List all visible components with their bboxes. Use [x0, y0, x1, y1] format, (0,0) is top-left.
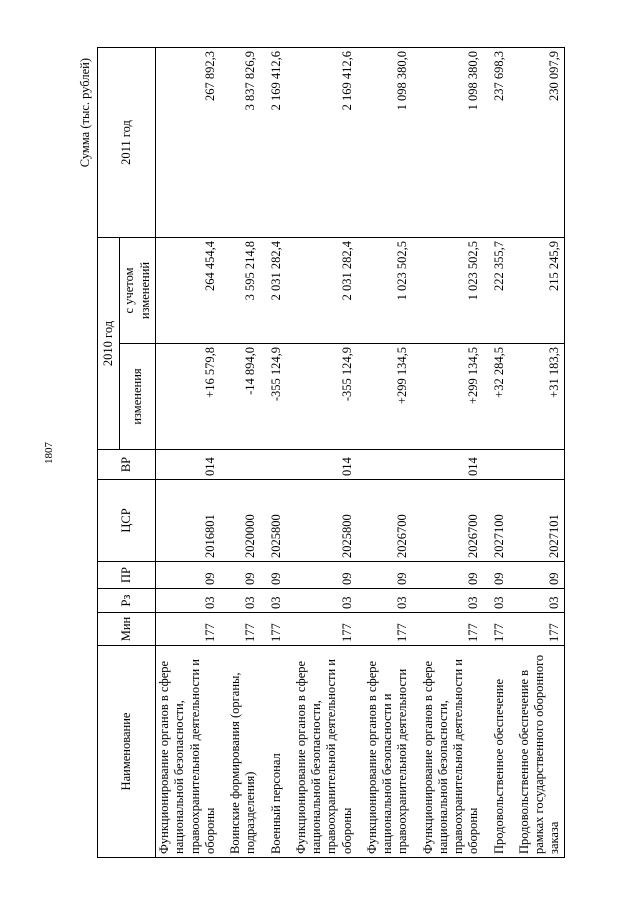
row-changes: +299 134,5 — [356, 344, 412, 450]
budget-table — [97, 47, 565, 858]
row-pr: 09 — [219, 562, 260, 589]
row-name: Функционирование органов в сфере национальной безопасности, правоохранительной деятельности и обороны — [156, 646, 220, 858]
header-csr: ЦСР — [98, 480, 156, 562]
row-with-changes: 2 031 282,4 — [260, 237, 285, 343]
row-name: Функционирование органов в сфере национальной безопасности и правоохранительной деятельности — [356, 646, 412, 858]
row-with-changes: 1 023 502,5 — [356, 237, 412, 343]
row-with-changes: 222 355,7 — [483, 237, 508, 343]
table-body — [156, 47, 565, 857]
header-changes: изменения — [120, 344, 156, 450]
row-2011: 3 837 826,9 — [219, 47, 260, 237]
row-rz: 03 — [508, 589, 564, 613]
row-name: Продовольственное обеспечение в рамках государственного оборонного заказа — [508, 646, 564, 858]
units-caption: Сумма (тыс. рублей) — [78, 58, 92, 168]
table-row — [356, 47, 412, 857]
row-pr: 09 — [260, 562, 285, 589]
header-rz: Рз — [98, 589, 156, 613]
header-name: Наименование — [98, 646, 156, 858]
row-csr: 2025800 — [260, 480, 285, 562]
row-csr: 2020000 — [219, 480, 260, 562]
row-csr: 2016801 — [156, 480, 220, 562]
row-changes: +16 579,8 — [156, 344, 220, 450]
row-name: Продовольственное обеспечение — [483, 646, 508, 858]
row-with-changes: 3 595 214,8 — [219, 237, 260, 343]
row-2011: 1 098 380,0 — [356, 47, 412, 237]
table-row — [508, 47, 564, 857]
row-rz: 03 — [285, 589, 356, 613]
row-rz: 03 — [412, 589, 483, 613]
table-row — [219, 47, 260, 857]
row-pr: 09 — [285, 562, 356, 589]
row-vr: 014 — [156, 450, 220, 480]
table-row — [412, 47, 483, 857]
row-changes: -14 894,0 — [219, 344, 260, 450]
header-vr: ВР — [98, 450, 156, 480]
row-vr — [508, 450, 564, 480]
row-csr: 2025800 — [285, 480, 356, 562]
row-rz: 03 — [260, 589, 285, 613]
row-vr — [219, 450, 260, 480]
table-row — [285, 47, 356, 857]
row-changes: +299 134,5 — [412, 344, 483, 450]
row-vr — [483, 450, 508, 480]
row-min: 177 — [483, 613, 508, 646]
row-min: 177 — [356, 613, 412, 646]
row-pr: 09 — [508, 562, 564, 589]
table-header — [98, 47, 156, 857]
row-changes: -355 124,9 — [285, 344, 356, 450]
row-with-changes: 264 454,4 — [156, 237, 220, 343]
row-min: 177 — [412, 613, 483, 646]
header-year-2011: 2011 год — [98, 47, 156, 237]
row-min: 177 — [508, 613, 564, 646]
row-csr: 2027101 — [508, 480, 564, 562]
row-2011: 1 098 380,0 — [412, 47, 483, 237]
row-vr: 014 — [285, 450, 356, 480]
row-rz: 03 — [219, 589, 260, 613]
header-pr: ПР — [98, 562, 156, 589]
row-changes: -355 124,9 — [260, 344, 285, 450]
row-vr — [356, 450, 412, 480]
header-with-changes: с учетом изменений — [120, 237, 156, 343]
row-csr: 2027100 — [483, 480, 508, 562]
table-row — [483, 47, 508, 857]
row-min: 177 — [285, 613, 356, 646]
row-2011: 2 169 412,6 — [285, 47, 356, 237]
row-vr — [260, 450, 285, 480]
rotated-page — [45, 40, 565, 860]
row-rz: 03 — [156, 589, 220, 613]
row-min: 177 — [260, 613, 285, 646]
row-with-changes: 1 023 502,5 — [412, 237, 483, 343]
row-pr: 09 — [412, 562, 483, 589]
table-row — [156, 47, 220, 857]
row-min: 177 — [219, 613, 260, 646]
row-with-changes: 215 245,9 — [508, 237, 564, 343]
row-csr: 2026700 — [412, 480, 483, 562]
row-2011: 2 169 412,6 — [260, 47, 285, 237]
row-2011: 237 698,3 — [483, 47, 508, 237]
row-changes: +31 183,3 — [508, 344, 564, 450]
row-name: Воинские формирования (органы, подразделения) — [219, 646, 260, 858]
row-rz: 03 — [356, 589, 412, 613]
row-pr: 09 — [483, 562, 508, 589]
row-pr: 09 — [356, 562, 412, 589]
row-changes: +32 284,5 — [483, 344, 508, 450]
row-name: Функционирование органов в сфере национальной безопасности, правоохранительной деятельности и обороны — [285, 646, 356, 858]
header-year-2010: 2010 год — [98, 237, 120, 449]
row-vr: 014 — [412, 450, 483, 480]
header-min: Мин — [98, 613, 156, 646]
row-rz: 03 — [483, 589, 508, 613]
row-2011: 230 097,9 — [508, 47, 564, 237]
row-name: Военный персонал — [260, 646, 285, 858]
row-with-changes: 2 031 282,4 — [285, 237, 356, 343]
row-2011: 267 892,3 — [156, 47, 220, 237]
page-number: 1807 — [43, 442, 55, 464]
table-row — [260, 47, 285, 857]
row-csr: 2026700 — [356, 480, 412, 562]
row-pr: 09 — [156, 562, 220, 589]
row-min: 177 — [156, 613, 220, 646]
row-name: Функционирование органов в сфере национальной безопасности, правоохранительной деятельности и обороны — [412, 646, 483, 858]
